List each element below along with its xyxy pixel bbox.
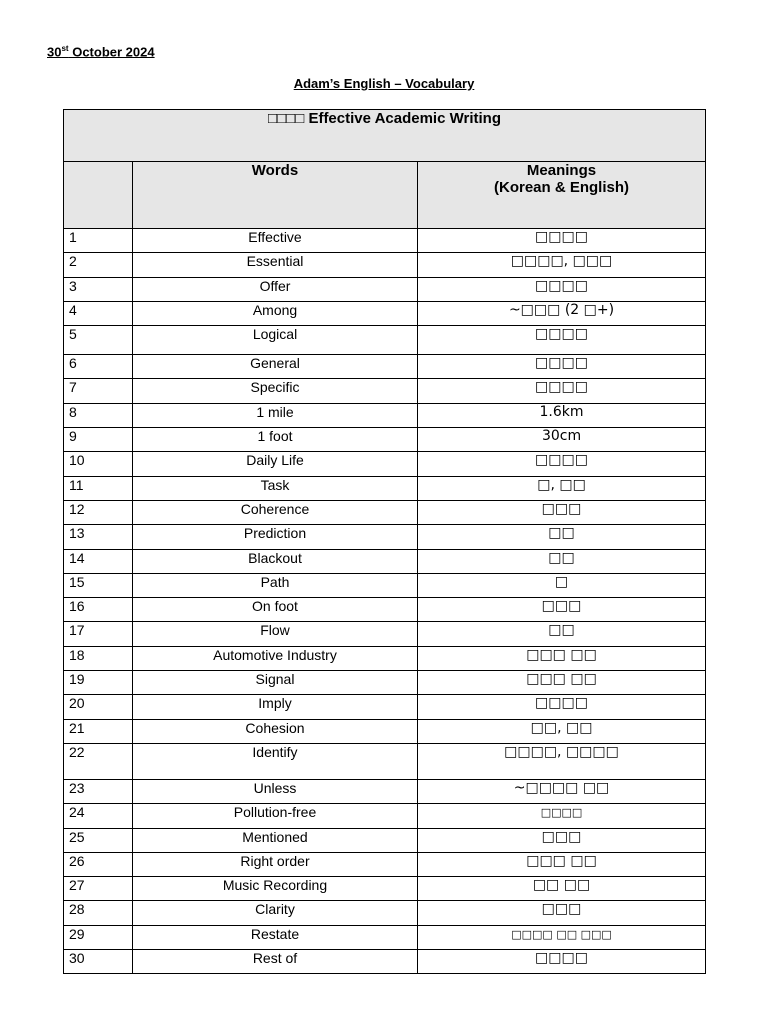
row-number: 21 xyxy=(64,719,133,743)
row-number: 23 xyxy=(64,779,133,803)
row-word: On foot xyxy=(133,598,418,622)
table-row xyxy=(64,355,706,379)
row-number: 26 xyxy=(64,852,133,876)
table-row xyxy=(64,326,706,355)
table-row xyxy=(64,695,706,719)
date-day: 30 xyxy=(47,44,62,60)
row-word: Identify xyxy=(133,743,418,779)
row-meaning: □□□□ xyxy=(418,355,706,379)
row-meaning: □□□ xyxy=(418,828,706,852)
row-number: 24 xyxy=(64,804,133,828)
row-meaning: □□□□ xyxy=(418,326,706,355)
row-meaning: □□ □□ xyxy=(418,877,706,901)
row-number: 30 xyxy=(64,950,133,974)
table-row xyxy=(64,877,706,901)
row-word: Logical xyxy=(133,326,418,355)
row-number: 13 xyxy=(64,525,133,549)
row-word: Mentioned xyxy=(133,828,418,852)
row-number: 4 xyxy=(64,301,133,325)
number-column-header xyxy=(64,162,133,229)
row-number: 2 xyxy=(64,253,133,277)
row-number: 28 xyxy=(64,901,133,925)
table-row xyxy=(64,428,706,452)
row-number: 29 xyxy=(64,925,133,949)
row-number: 12 xyxy=(64,500,133,524)
table-row xyxy=(64,403,706,427)
row-meaning: □□□ xyxy=(418,901,706,925)
row-word: Blackout xyxy=(133,549,418,573)
row-meaning: □□□ xyxy=(418,598,706,622)
row-word: Unless xyxy=(133,779,418,803)
row-number: 1 xyxy=(64,229,133,253)
vocabulary-rows xyxy=(64,229,706,974)
row-word: Daily Life xyxy=(133,452,418,476)
table-row xyxy=(64,646,706,670)
row-meaning: □□□□ xyxy=(418,695,706,719)
row-meaning: ~□□□□ □□ xyxy=(418,779,706,803)
row-number: 3 xyxy=(64,277,133,301)
document-date xyxy=(47,44,155,59)
row-word: Flow xyxy=(133,622,418,646)
row-meaning: □□□ □□ xyxy=(418,852,706,876)
table-row xyxy=(64,828,706,852)
table-row xyxy=(64,301,706,325)
row-meaning: □□□ xyxy=(418,500,706,524)
table-row xyxy=(64,671,706,695)
row-word: Among xyxy=(133,301,418,325)
table-row xyxy=(64,379,706,403)
row-number: 6 xyxy=(64,355,133,379)
row-number: 19 xyxy=(64,671,133,695)
row-word: Effective xyxy=(133,229,418,253)
row-number: 15 xyxy=(64,573,133,597)
row-word: Music Recording xyxy=(133,877,418,901)
row-meaning: □□□ □□ xyxy=(418,646,706,670)
row-meaning: ~□□□ (2 □+) xyxy=(418,301,706,325)
row-meaning: □□ xyxy=(418,525,706,549)
row-word: Rest of xyxy=(133,950,418,974)
date-month-year: October 2024 xyxy=(68,44,155,60)
row-meaning: □ xyxy=(418,573,706,597)
table-row xyxy=(64,452,706,476)
row-word: Right order xyxy=(133,852,418,876)
meanings-header-line2: (Korean & English) xyxy=(494,179,630,196)
row-meaning: □□□□, □□□ xyxy=(418,253,706,277)
table-row xyxy=(64,476,706,500)
table-row xyxy=(64,229,706,253)
meanings-column-header xyxy=(418,162,706,229)
vocabulary-table xyxy=(63,109,706,974)
table-row xyxy=(64,622,706,646)
row-number: 16 xyxy=(64,598,133,622)
row-meaning: 1.6km xyxy=(418,403,706,427)
row-word: Path xyxy=(133,573,418,597)
table-row xyxy=(64,549,706,573)
row-number: 20 xyxy=(64,695,133,719)
meanings-header-line1: Meanings xyxy=(526,162,597,179)
row-meaning: □□□□ xyxy=(418,950,706,974)
table-heading: □□□□ Effective Academic Writing xyxy=(64,110,706,162)
table-row xyxy=(64,925,706,949)
row-number: 22 xyxy=(64,743,133,779)
row-number: 10 xyxy=(64,452,133,476)
table-row xyxy=(64,598,706,622)
row-number: 17 xyxy=(64,622,133,646)
table-row xyxy=(64,719,706,743)
table-row xyxy=(64,525,706,549)
table-row xyxy=(64,804,706,828)
table-row xyxy=(64,901,706,925)
row-meaning: □□, □□ xyxy=(418,719,706,743)
table-row xyxy=(64,253,706,277)
row-word: Task xyxy=(133,476,418,500)
row-meaning: □□□□, □□□□ xyxy=(418,743,706,779)
table-row xyxy=(64,573,706,597)
row-meaning: 30cm xyxy=(418,428,706,452)
table-row xyxy=(64,277,706,301)
row-word: Pollution-free xyxy=(133,804,418,828)
row-word: Imply xyxy=(133,695,418,719)
row-meaning: □□ xyxy=(418,622,706,646)
table-row xyxy=(64,852,706,876)
row-number: 14 xyxy=(64,549,133,573)
row-number: 9 xyxy=(64,428,133,452)
table-row xyxy=(64,500,706,524)
row-word: Cohesion xyxy=(133,719,418,743)
row-meaning: □□□□ xyxy=(418,379,706,403)
row-word: Offer xyxy=(133,277,418,301)
row-meaning: □□□□ xyxy=(418,452,706,476)
table-row xyxy=(64,779,706,803)
row-word: 1 foot xyxy=(133,428,418,452)
row-number: 5 xyxy=(64,326,133,355)
row-word: Restate xyxy=(133,925,418,949)
words-column-header: Words xyxy=(133,162,418,229)
row-number: 25 xyxy=(64,828,133,852)
row-word: Automotive Industry xyxy=(133,646,418,670)
row-meaning: □, □□ xyxy=(418,476,706,500)
row-word: Signal xyxy=(133,671,418,695)
row-meaning: □□□□ xyxy=(418,277,706,301)
row-meaning: □□□ □□ xyxy=(418,671,706,695)
row-meaning: □□□□ □□ □□□ xyxy=(418,925,706,949)
row-number: 8 xyxy=(64,403,133,427)
row-number: 27 xyxy=(64,877,133,901)
column-header-row xyxy=(64,162,706,229)
row-word: 1 mile xyxy=(133,403,418,427)
table-heading-row xyxy=(64,110,706,162)
row-word: Essential xyxy=(133,253,418,277)
row-word: Prediction xyxy=(133,525,418,549)
row-number: 7 xyxy=(64,379,133,403)
row-meaning: □□□□ xyxy=(418,229,706,253)
row-meaning: □□ xyxy=(418,549,706,573)
row-number: 18 xyxy=(64,646,133,670)
row-word: Specific xyxy=(133,379,418,403)
document-title: Adam’s English – Vocabulary xyxy=(293,76,475,91)
row-word: Clarity xyxy=(133,901,418,925)
table-row xyxy=(64,950,706,974)
table-row xyxy=(64,743,706,779)
row-word: General xyxy=(133,355,418,379)
row-number: 11 xyxy=(64,476,133,500)
row-meaning: □□□□ xyxy=(418,804,706,828)
row-word: Coherence xyxy=(133,500,418,524)
date-suffix: st xyxy=(61,44,69,53)
